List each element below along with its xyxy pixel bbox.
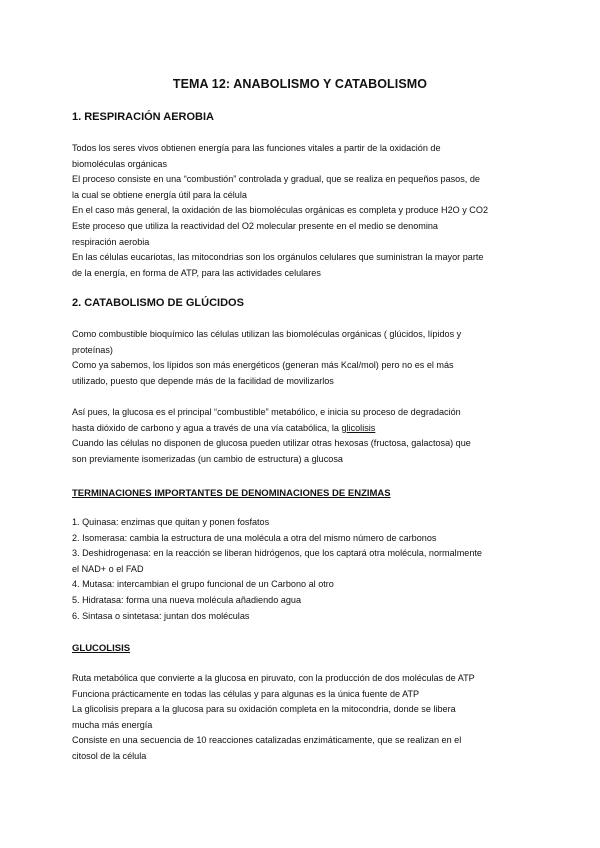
text-span: hasta dióxido de carbono y agua a través de una vía catabólica, la xyxy=(72,422,342,433)
text-line: Como ya sabemos, los lípidos son más energéticos (generan más Kcal/mol) pero no es el más xyxy=(72,360,454,371)
text-line: Funciona prácticamente en todas las células y para algunas es la única fuente de ATP xyxy=(72,688,420,699)
section-text-catabolismo-2 xyxy=(72,405,542,467)
list-item: 5. Hidratasa: forma una nueva molécula añadiendo agua xyxy=(72,594,302,605)
page-title: TEMA 12: ANABOLISMO Y CATABOLISMO xyxy=(172,77,428,91)
text-line: de la energía, en forma de ATP, para las actividades celulares xyxy=(72,267,321,278)
text-line: proteínas) xyxy=(72,344,113,355)
text-line: La glicolisis prepara a la glucosa para su oxidación completa en la mitocondria, donde se libera xyxy=(72,704,456,715)
text-line: respiración aerobia xyxy=(72,236,150,247)
text-line: Todos los seres vivos obtienen energía para las funciones vitales a partir de la oxidación de xyxy=(72,143,441,153)
text-line xyxy=(72,421,542,437)
text-line: la cual se obtiene energía útil para la célula xyxy=(72,189,247,200)
text-line: Consiste en una secuencia de 10 reacciones catalizadas enzimáticamente, que se realizan en el xyxy=(72,735,462,746)
section-text-glucolisis xyxy=(72,671,542,765)
list-item: el NAD+ o el FAD xyxy=(72,563,144,574)
text-line: Ruta metabólica que convierte a la glucosa en piruvato, con la producción de dos moléculas de ATP xyxy=(72,673,475,683)
list-item: 1. Quinasa: enzimas que quitan y ponen fosfatos xyxy=(72,517,270,527)
text-line: citosol de la célula xyxy=(72,750,147,761)
section-text-respiracion xyxy=(72,141,542,281)
list-item: 6. Sintasa o sintetasa: juntan dos moléculas xyxy=(72,610,250,621)
text-line: El proceso consiste en una “combustión” controlada y gradual, que se realiza en pequeños pasos, de xyxy=(72,174,480,185)
enzimas-list xyxy=(72,515,542,624)
text-line: utilizado, puesto que depende más de la facilidad de movilizarlos xyxy=(72,375,334,386)
section-heading-respiracion: 1. RESPIRACIÓN AEROBIA xyxy=(72,111,215,123)
text-line: Este proceso que utiliza la reactividad del O2 molecular presente en el medio se denomina xyxy=(72,220,438,231)
list-item: 2. Isomerasa: cambia la estructura de una molécula a otra del mismo número de carbonos xyxy=(72,532,437,543)
list-item: 3. Deshidrogenasa: en la reacción se liberan hidrógenos, que los captará otra molécula, normalmente xyxy=(72,548,482,559)
text-line: Así pues, la glucosa es el principal “combustible” metabólico, e inicia su proceso de degradación xyxy=(72,407,461,417)
text-line: En las células eucariotas, las mitocondrias son los orgánulos celulares que suministran la mayor parte xyxy=(72,252,484,263)
text-line: biomoléculas orgánicas xyxy=(72,158,168,169)
text-line: son previamente isomerizadas (un cambio de estructura) a glucosa xyxy=(72,453,343,464)
glicolisis-link[interactable]: glicolisis xyxy=(341,422,376,433)
list-item: 4. Mutasa: intercambian el grupo funcional de un Carbono al otro xyxy=(72,579,334,590)
section-text-catabolismo-1 xyxy=(72,327,542,389)
text-line: Cuando las células no disponen de glucosa pueden utilizar otras hexosas (fructosa, galactosa) que xyxy=(72,438,471,449)
text-line: mucha más energía xyxy=(72,719,153,730)
section-heading-glucolisis: GLUCOLISIS xyxy=(72,643,131,654)
section-heading-enzimas: TERMINACIONES IMPORTANTES DE DENOMINACIONES DE ENZIMAS xyxy=(72,488,391,499)
section-heading-catabolismo: 2. CATABOLISMO DE GLÚCIDOS xyxy=(72,297,244,309)
text-line: En el caso más general, la oxidación de las biomoléculas orgánicas es completa y produce H2O y CO2 xyxy=(72,205,489,216)
text-line: Como combustible bioquímico las células utilizan las biomoléculas orgánicas ( glúcidos, lípidos y xyxy=(72,329,462,339)
